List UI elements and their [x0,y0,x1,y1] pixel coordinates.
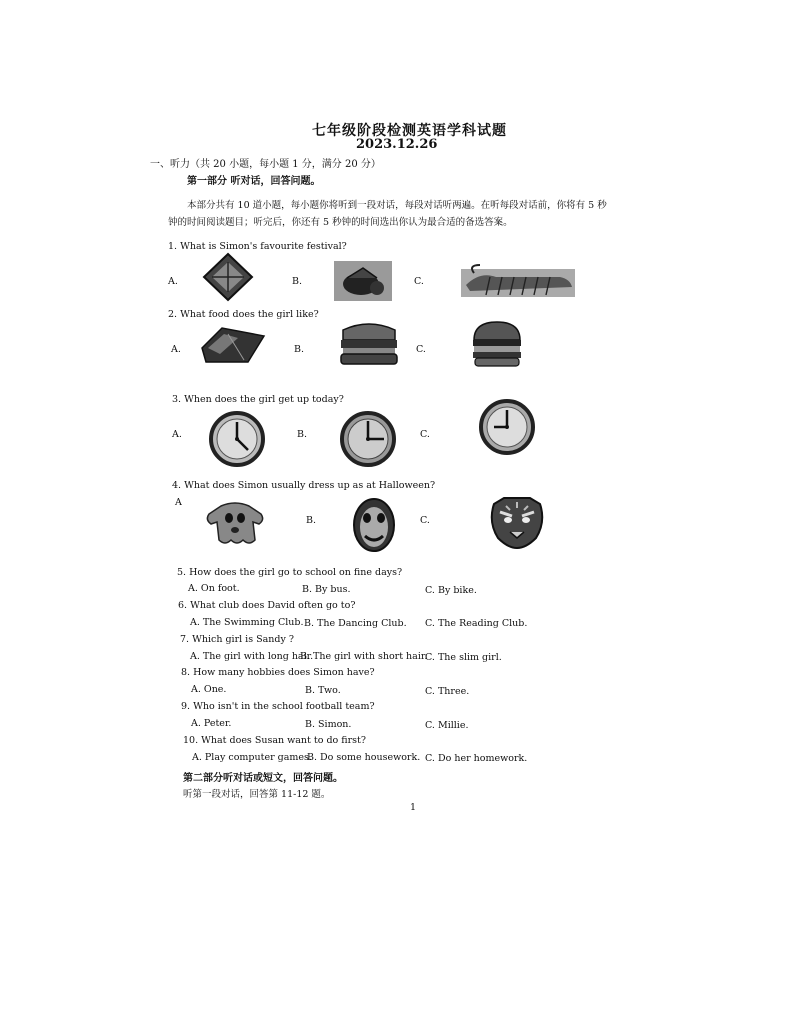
exam-date: 2023.12.26 [356,137,438,152]
q8-option-b: B. Two. [305,685,341,696]
clock-icon [208,410,266,468]
q3-option-a-label: A. [172,429,182,440]
part2-title: 第二部分听对话或短文，回答问题。 [183,773,343,784]
q5-option-c: C. By bike. [425,585,477,596]
q8-option-c: C. Three. [425,686,470,697]
dragon-boat-icon [460,263,576,299]
instructions-line1: 本部分共有 10 道小题，每小题你将听到一段对话，每段对话听两遍。在听每段对话前，你将有 5 秒 [187,200,607,211]
q4-option-b-label: B. [306,515,317,526]
question-4: 4. What does Simon usually dress up as at Halloween? [172,480,436,491]
question-9: 9. Who isn't in the school football team? [181,701,375,712]
hamburger-icon [470,320,524,368]
ghost-icon [203,500,267,548]
q6-option-b: B. The Dancing Club. [304,618,407,629]
question-7: 7. Which girl is Sandy ? [180,634,294,645]
q9-option-b: B. Simon. [305,719,352,730]
question-3: 3. When does the girl get up today? [172,394,344,405]
q6-option-c: C. The Reading Club. [425,618,528,629]
q7-option-a: A. The girl with long hair. [190,651,314,662]
q10-option-b: B. Do some housework. [307,752,421,763]
q2-option-c-label: C. [416,344,426,355]
q5-option-b: B. By bus. [302,584,351,595]
q9-option-a: A. Peter. [191,718,232,729]
q6-option-a: A. The Swimming Club. [190,617,304,628]
q2-option-a-label: A. [171,344,181,355]
q3-option-c-label: C. [420,429,430,440]
q7-option-c: C. The slim girl. [425,652,502,663]
q9-option-c: C. Millie. [425,720,469,731]
q1-option-a-label: A. [168,276,178,287]
q8-option-a: A. One. [191,684,227,695]
part2-instruction: 听第一段对话，回答第 11-12 题。 [183,789,331,800]
clock-icon [476,398,538,456]
clock-icon [338,410,398,468]
section-heading: 一、听力（共 20 小题，每小题 1 分，满分 20 分） [150,159,381,170]
q4-option-c-label: C. [420,515,430,526]
page-title: 七年级阶段检测英语学科试题 [312,123,507,139]
question-1: 1. What is Simon's favourite festival? [168,241,347,252]
q10-option-c: C. Do her homework. [425,753,528,764]
page-number: 1 [410,802,417,813]
question-2: 2. What food does the girl like? [168,309,319,320]
question-6: 6. What club does David often go to? [178,600,356,611]
chocolate-icon [198,322,268,368]
q1-option-b-label: B. [292,276,303,287]
q4-option-a-label: A [175,497,182,508]
question-5: 5. How does the girl go to school on fine days? [177,567,403,578]
diamond-lantern-icon [202,252,254,302]
q3-option-b-label: B. [297,429,308,440]
tiger-mask-icon [486,494,548,550]
rice-dumpling-icon [333,260,393,302]
q7-option-b: B. The girl with short hair. [300,651,428,662]
question-8: 8. How many hobbies does Simon have? [181,667,375,678]
q10-option-a: A. Play computer games. [192,752,312,763]
q5-option-a: A. On foot. [188,583,240,594]
sandwich-icon [337,320,401,368]
monkey-mask-icon [351,496,397,554]
q1-option-c-label: C. [414,276,424,287]
q2-option-b-label: B. [294,344,305,355]
question-10: 10. What does Susan want to do first? [183,735,366,746]
instructions-line2: 钟的时间阅读题目；听完后，你还有 5 秒钟的时间选出你认为最合适的备选答案。 [168,217,513,228]
part1-title: 第一部分 听对话，回答问题。 [187,176,321,187]
